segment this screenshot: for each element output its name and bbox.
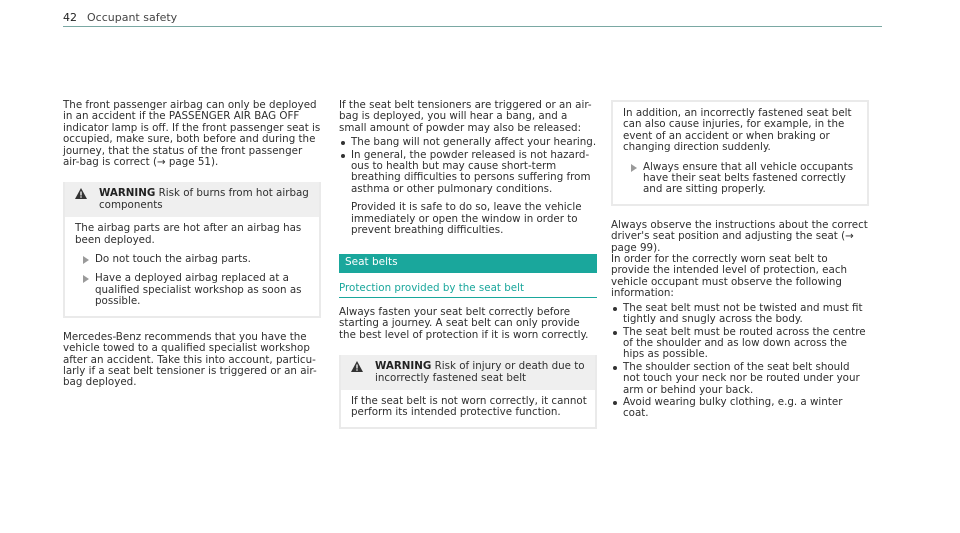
bullet-icon: [613, 401, 617, 405]
bullet-icon: [613, 331, 617, 335]
list-item: The seat belt must not be twisted and must fit tightly and snugly across the body.: [611, 303, 869, 326]
warning-box-continued: [611, 100, 869, 206]
intro-paragraph: The front passenger airbag can only be deployed in an accident if the PASSENGER AIR BAG OFF indicator lamp is off. If the front passenger seat is occupied, make sure, both before and during the journey, that the status of the front passenger air-bag is correct (→ page 51).: [63, 99, 321, 169]
warning-header: [341, 355, 595, 390]
bullet-list: [611, 303, 869, 420]
warning-triangle-icon: [75, 188, 87, 199]
warning-label: WARNING: [375, 360, 432, 373]
instruction-step: Have a deployed airbag replaced at a qualified specialist workshop as soon as possible.: [75, 273, 311, 307]
chapter-title: Occupant safety: [87, 11, 178, 24]
warning-title: Risk of injury or death due to incorrectly fastened seat belt: [375, 360, 585, 384]
instruction-step: Always ensure that all vehicle occupants have their seat belts fastened correctly and are sitting properly.: [623, 162, 859, 196]
subsection-paragraph: Always fasten your seat belt correctly before starting a journey. A seat belt can only provide the best level of protection if it is worn correctly.: [339, 305, 589, 341]
warning-triangle-icon: [351, 361, 363, 372]
bullet-icon: [341, 154, 345, 158]
warning-box-burns: [63, 182, 321, 317]
instruction-step: Do not touch the airbag parts.: [75, 254, 311, 265]
page-header: [63, 6, 882, 27]
warning-title: Risk of burns from hot airbag components: [99, 187, 309, 211]
list-item: In general, the powder released is not hazard-ous to health but may cause short-term breathing difficulties to persons suffering from asthma or other pulmonary conditions. Provided it is safe to do so, leave the vehicle immediately or open the window in order to prevent breathing difficulties.: [339, 150, 597, 237]
page-number: 42: [63, 11, 77, 24]
list-item: The seat belt must be routed across the centre of the shoulder and as low down across the hips as possible.: [611, 327, 869, 361]
warning-label: WARNING: [99, 187, 156, 200]
tensioner-paragraph: If the seat belt tensioners are triggered or an air-bag is deployed, you will hear a bang, and a small amount of powder may also be released:: [339, 99, 592, 134]
bullet-icon: [613, 307, 617, 311]
order-paragraph: In order for the correctly worn seat belt to provide the intended level of protection, each vehicle occupant must observe the following information:: [611, 253, 848, 300]
subsection-title: Protection provided by the seat belt: [339, 283, 597, 297]
warning-body: If the seat belt is not worn correctly, it cannot perform its intended protective function.: [351, 394, 587, 419]
list-item: The shoulder section of the seat belt should not touch your neck nor be routed under your arm or behind your back.: [611, 362, 869, 396]
box-paragraph: In addition, an incorrectly fastened seat belt can also cause injuries, for example, in the event of an accident or when braking or changing direction suddenly.: [623, 107, 852, 154]
bullet-icon: [613, 366, 617, 370]
step-arrow-icon: [631, 164, 637, 172]
list-item: The bang will not generally affect your hearing.: [339, 137, 597, 148]
step-arrow-icon: [83, 256, 89, 264]
list-item: Avoid wearing bulky clothing, e.g. a winter coat.: [611, 397, 869, 420]
warning-header: [65, 182, 319, 217]
column-1: [63, 100, 321, 389]
bullet-note: Provided it is safe to do so, leave the vehicle immediately or open the window in order to prevent breathing difficulties.: [351, 201, 582, 237]
warning-box-seatbelt: [339, 355, 597, 429]
column-3: [611, 100, 869, 421]
step-arrow-icon: [83, 275, 89, 283]
warning-body: The airbag parts are hot after an airbag has been deployed.: [75, 222, 302, 246]
section-title-bar: Seat belts: [339, 254, 597, 273]
column-2: [339, 100, 597, 429]
bullet-icon: [341, 141, 345, 145]
outro-paragraph: Mercedes-Benz recommends that you have the vehicle towed to a qualified specialist workshop after an accident. Take this into account, particu-larly if a seat belt tensioner is triggered or an air-bag deployed.: [63, 330, 317, 389]
bullet-list: [339, 137, 597, 236]
observe-paragraph: Always observe the instructions about the correct driver's seat position and adjusting the seat (→ page 99).: [611, 218, 868, 254]
